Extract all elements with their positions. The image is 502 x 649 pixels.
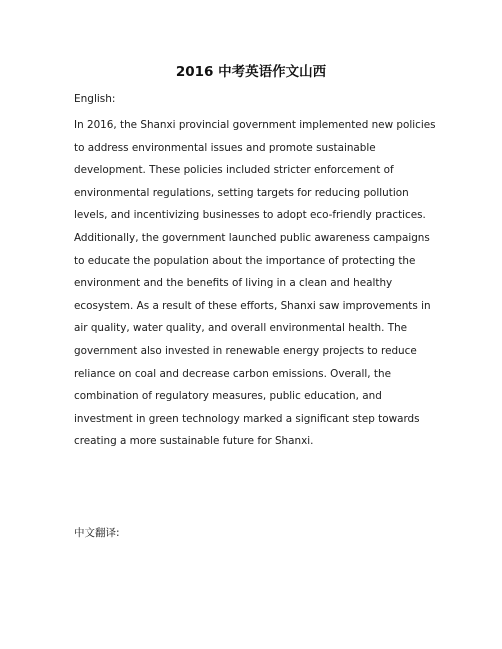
english-section-label: English: [74,93,116,105]
chinese-translation-label: 中文翻译: [74,527,120,539]
document-title: 2016 中考英语作文山西 [175,64,327,80]
english-body-paragraph: In 2016, the Shanxi provincial government implemented new policies to address environmental issues and promote sustainable development. These policies included stricter enforcement of environmental regulations, setting targets for reducing pollution levels, and incentivizing businesses to adopt eco-friendly practices. Additionally, the government launched public awareness campaigns to educate the population about the importance of protecting the environment and the benefits of living in a clean and healthy ecosystem. As a result of these efforts, Shanxi saw improvements in air quality, water quality, and overall environmental health. The government also invested in renewable energy projects to reduce reliance on coal and decrease carbon emissions. Overall, the combination of regulatory measures, public education, and investment in green technology marked a significant step towards creating a more sustainable future for Shanxi. [74,119,436,448]
